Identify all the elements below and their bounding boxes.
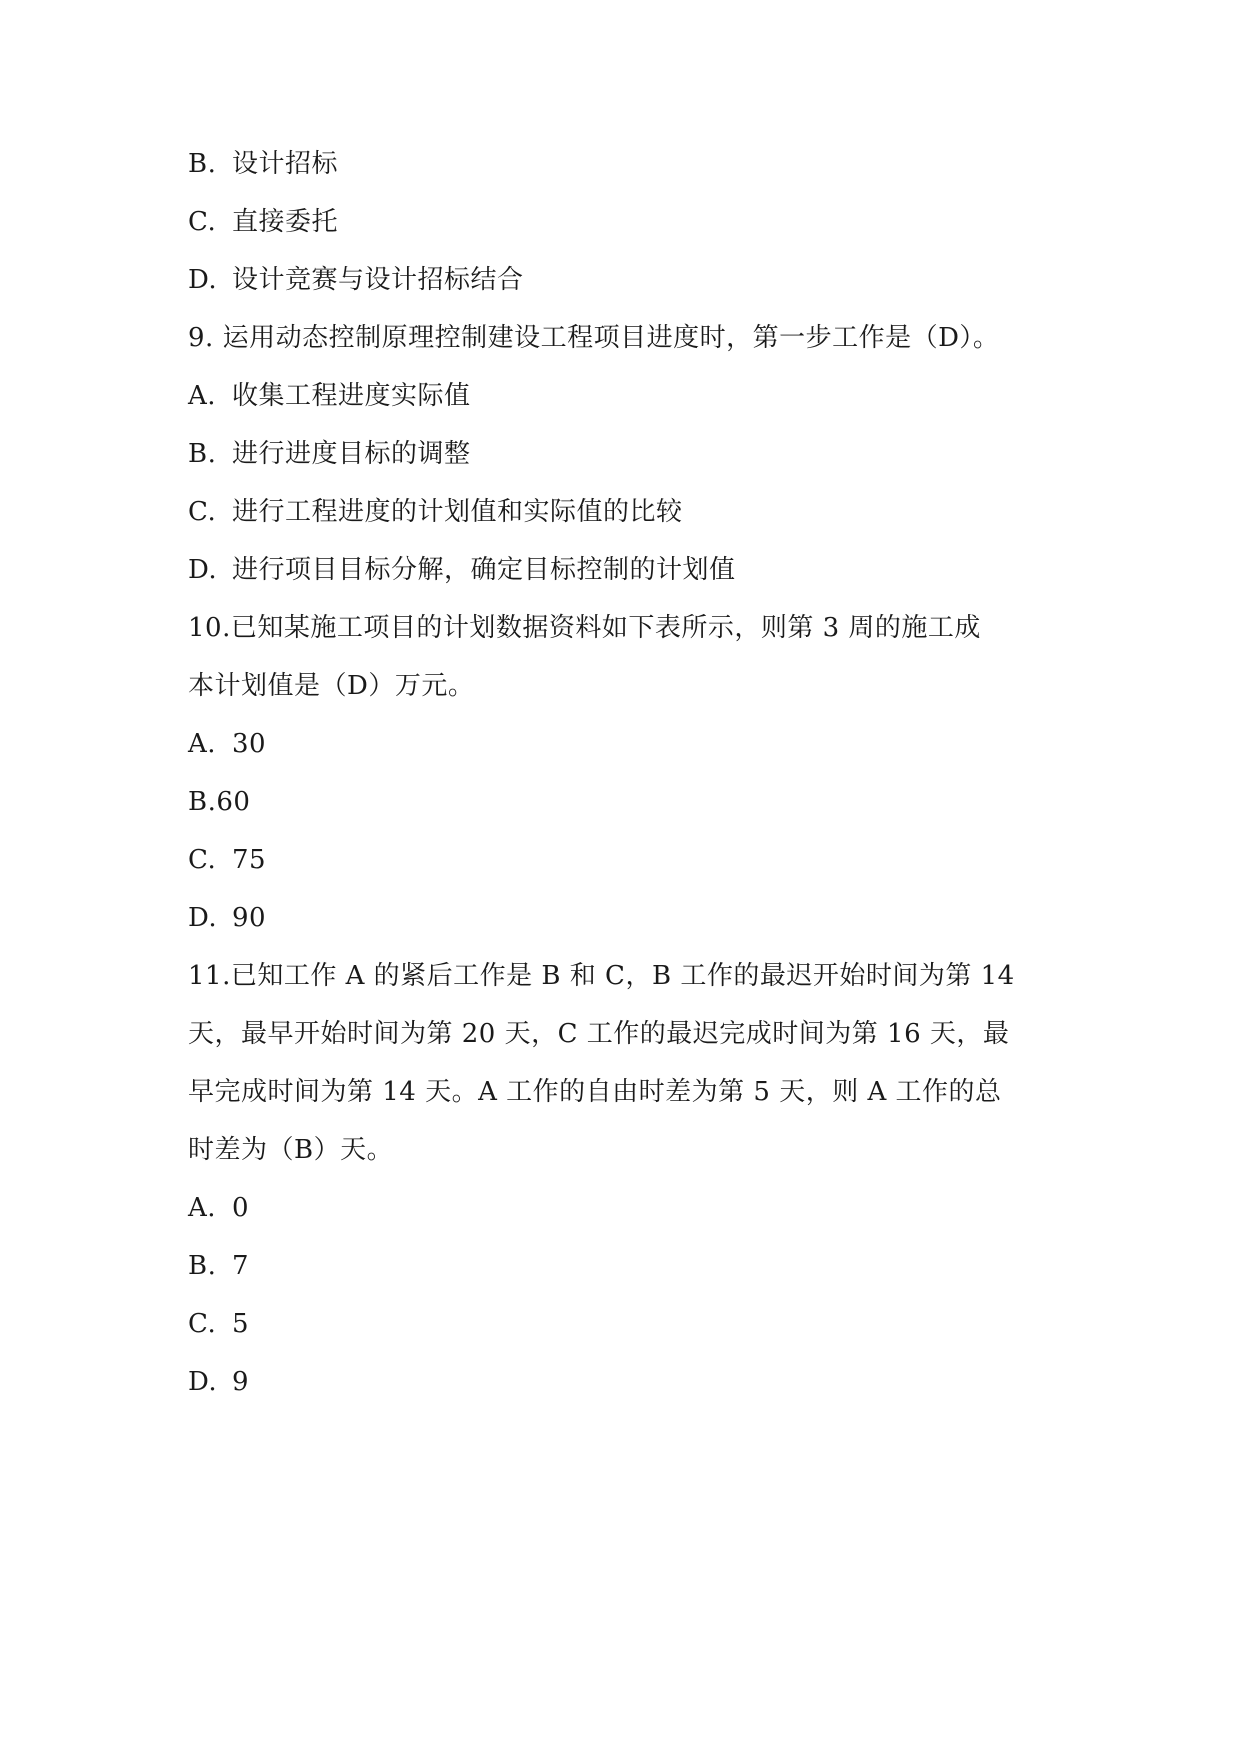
option-label: A.: [188, 729, 217, 759]
option-label: B.: [188, 1251, 217, 1281]
option-label: C.: [188, 1309, 217, 1339]
option-label: D.: [188, 555, 218, 585]
option-text: 设计招标: [232, 149, 339, 179]
option-text: 30: [232, 729, 267, 759]
q9-stem: 9. 运用动态控制原理控制建设工程项目进度时，第一步工作是（D）。: [188, 323, 1000, 353]
q8-option-b: [188, 146, 1088, 182]
option-text: 75: [232, 845, 267, 875]
q10-stem-line-2: 本计划值是（D）万元。: [188, 671, 475, 701]
q9-option-a: [188, 378, 1088, 414]
option-text: 进行工程进度的计划值和实际值的比较: [232, 497, 683, 527]
q11-option-d: [188, 1364, 1088, 1400]
option-text: 进行进度目标的调整: [232, 439, 471, 469]
option-text: 5: [232, 1309, 250, 1339]
option-label: D.: [188, 265, 218, 295]
q11-option-a: [188, 1190, 1088, 1226]
q10-option-c: [188, 842, 1088, 878]
q8-option-c: [188, 204, 1088, 240]
q11-option-c: [188, 1306, 1088, 1342]
q11-stem-line-4: 时差为（B）天。: [188, 1135, 394, 1165]
q9-option-d: [188, 552, 1088, 588]
q11-stem-line-2: 天，最早开始时间为第 20 天，C 工作的最迟完成时间为第 16 天，最: [188, 1019, 1010, 1049]
q10-stem-line-1: 10.已知某施工项目的计划数据资料如下表所示，则第 3 周的施工成: [188, 613, 981, 643]
option-text: 0: [232, 1193, 250, 1223]
option-label: B.: [188, 149, 217, 179]
option-label: B.: [188, 439, 217, 469]
option-label: A.: [188, 381, 217, 411]
option-text: 60: [216, 787, 251, 817]
q11-option-b: [188, 1248, 1088, 1284]
q9-option-c: [188, 494, 1088, 530]
option-label: D.: [188, 903, 218, 933]
option-text: 收集工程进度实际值: [232, 381, 471, 411]
q10-option-a: [188, 726, 1088, 762]
q10-option-d: [188, 900, 1088, 936]
option-text: 进行项目目标分解，确定目标控制的计划值: [232, 555, 736, 585]
q8-option-d: [188, 262, 1088, 298]
option-text: 直接委托: [232, 207, 339, 237]
option-label: D.: [188, 1367, 218, 1397]
option-label: A.: [188, 1193, 217, 1223]
q9-option-b: [188, 436, 1088, 472]
option-text: 设计竞赛与设计招标结合: [232, 265, 524, 295]
option-text: 7: [232, 1251, 250, 1281]
option-label: B.: [188, 787, 217, 817]
option-text: 9: [232, 1367, 250, 1397]
option-label: C.: [188, 845, 217, 875]
q10-option-b: [188, 784, 1088, 820]
q11-stem-line-1: 11.已知工作 A 的紧后工作是 B 和 C，B 工作的最迟开始时间为第 14: [188, 961, 1015, 991]
option-text: 90: [232, 903, 267, 933]
q11-stem-line-3: 早完成时间为第 14 天。A 工作的自由时差为第 5 天，则 A 工作的总: [188, 1077, 1002, 1107]
option-label: C.: [188, 497, 217, 527]
option-label: C.: [188, 207, 217, 237]
